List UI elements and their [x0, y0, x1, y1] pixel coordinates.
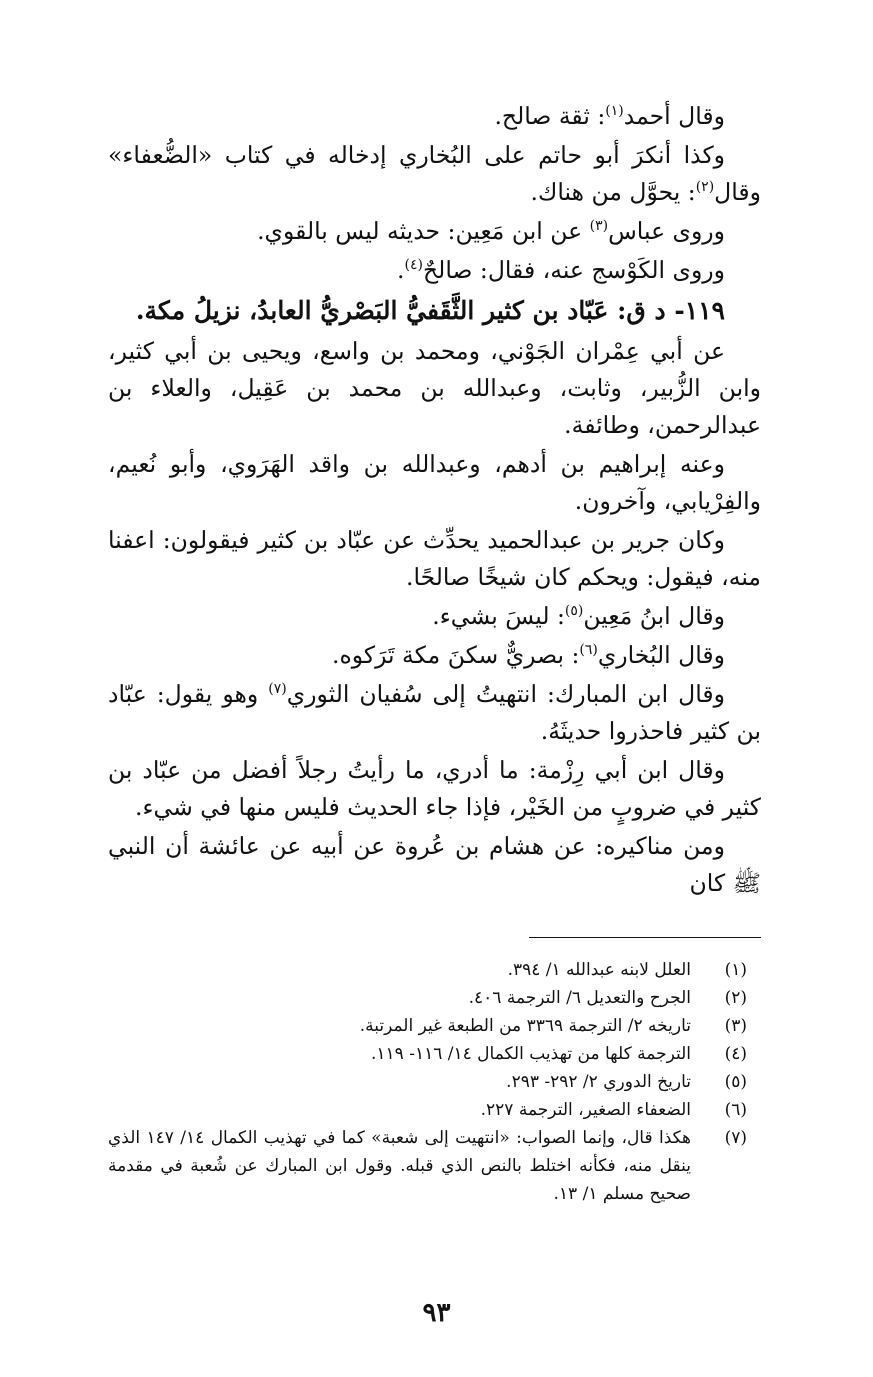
paragraph-2: وكذا أنكرَ أبو حاتم على البُخاري إدخاله في كتاب «الضُّعفاء» وقال$^{(٢)}$: يحوَّل من هناك. — [108, 141, 761, 206]
footnote-1: (١) العلل لابنه عبدالله ١/ ٣٩٤. — [507, 960, 747, 980]
main-text — [108, 98, 761, 902]
footnote-ref-3[interactable]: (٣) — [589, 218, 609, 235]
footnote-7: (٧) هكذا قال، وإنما الصواب: «انتهيت إلى شعبة» كما في تهذيب الكمال ١٤/ ١٤٧ الذي ينقل منه، فكأنه اختلط بالنص الذي قبله. وقول ابن المبارك عن شُعبة في مقدمة صحيح مسلم ١/ ١٣. — [108, 1128, 747, 1204]
paragraph-11: وقال ابن أبي رِزْمة: ما أدري، ما رأيتُ رجلاً أفضل من عبّاد بن كثير في ضروبٍ من الخَيْر، فإذا جاء الحديث فليس منها في شيء. — [108, 756, 761, 821]
paragraph-6: وعنه إبراهيم بن أدهم، وعبدالله بن واقد الهَرَوي، وأبو نُعيم، والفِرْيابي، وآخرون. — [108, 450, 761, 515]
paragraph-3: وروى عباس$^{(٣)}$ عن ابن مَعِين: حديثه ليس بالقوي. — [257, 217, 725, 245]
footnote-6: (٦) الضعفاء الصغير، الترجمة ٢٢٧. — [480, 1100, 747, 1120]
footnote-ref-5[interactable]: (٥) — [564, 603, 584, 620]
footnote-2: (٢) الجرح والتعديل ٦/ الترجمة ٤٠٦. — [468, 988, 747, 1008]
footnote-ref-1[interactable]: (١) — [605, 103, 624, 120]
footnote-ref-6[interactable]: (٦) — [579, 642, 598, 659]
footnote-ref-4[interactable]: (٤) — [404, 257, 423, 274]
footnote-4: (٤) الترجمة كلها من تهذيب الكمال ١٤/ ١١٦- ١١٩. — [370, 1044, 747, 1064]
page-number: ٩٣ — [422, 1298, 451, 1328]
paragraph-5: عن أبي عِمْران الجَوْني، ومحمد بن واسع، ويحيى بن أبي كثير، وابن الزُّبير، وثابت، وعبدالله بن محمد بن عَقِيل، والعلاء بن عبدالرحمن، وطائفة. — [108, 337, 761, 439]
paragraph-1: وقال أحمد$^{(١)}$: ثقة صالح. — [494, 102, 725, 130]
paragraph-10: وقال ابن المبارك: انتهيتُ إلى سُفيان الثوري$^{(٧)}$ وهو يقول: عبّاد بن كثير فاحذروا حديثَهُ. — [108, 680, 761, 745]
footnote-ref-2[interactable]: (٢) — [695, 179, 715, 196]
footnote-ref-7[interactable]: (٧) — [268, 681, 287, 698]
paragraph-9: وقال البُخاري$^{(٦)}$: بصريٌّ سكنَ مكة تَرَكوه. — [331, 641, 725, 669]
paragraph-4: وروى الكَوْسج عنه، فقال: صالحٌ$^{(٤)}$. — [397, 256, 725, 284]
entry-heading: ١١٩- د ق: عَبّاد بن كثير الثَّقَفيُّ البَصْريُّ العابدُ، نزيلُ مكة. — [135, 296, 725, 325]
footnote-5: (٥) تاريخ الدوري ٢/ ٢٩٢- ٢٩٣. — [506, 1072, 747, 1092]
paragraph-12: ومن مناكيره: عن هشام بن عُروة عن أبيه عن عائشة أن النبي ﷺ كان — [108, 832, 761, 897]
paragraph-8: وقال ابنُ مَعِين$^{(٥)}$: ليسَ بشيء. — [432, 602, 725, 630]
footnote-divider — [529, 937, 761, 938]
paragraph-7: وكان جرير بن عبدالحميد يحدِّث عن عبّاد بن كثير فيقولون: اعفنا منه، فيقول: ويحكم كان شيخًا صالحًا. — [108, 526, 761, 591]
footnotes — [108, 956, 765, 1208]
footnote-3: (٣) تاريخه ٢/ الترجمة ٣٣٦٩ من الطبعة غير المرتبة. — [359, 1016, 747, 1036]
